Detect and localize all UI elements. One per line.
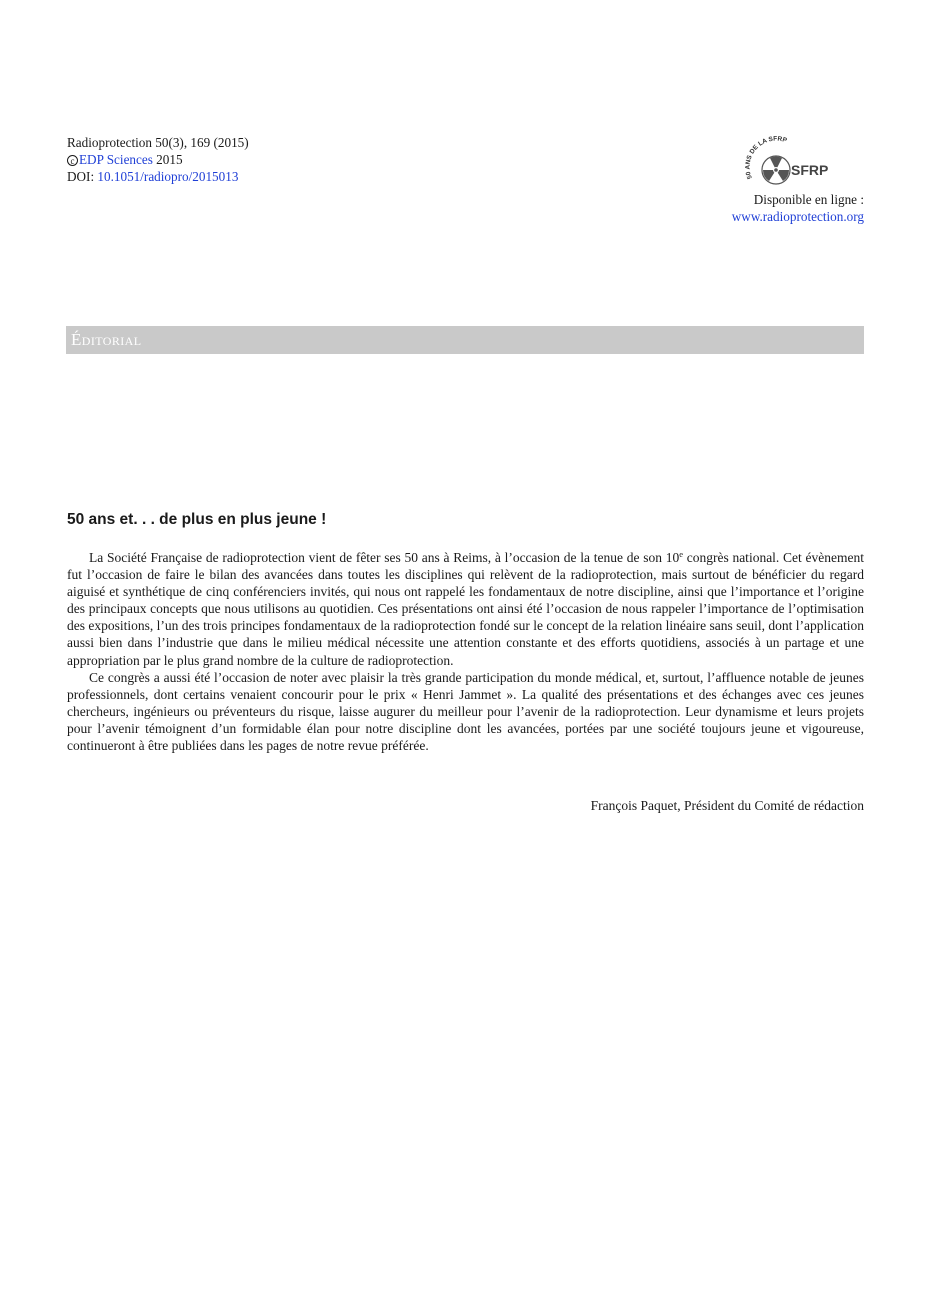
sfrp-logo xyxy=(738,136,850,192)
doi-line xyxy=(67,168,249,185)
author-signature: François Paquet, Président du Comité de rédaction xyxy=(590,798,864,813)
logo-arc-text: 50 ANS DE LA SFRP xyxy=(744,136,788,180)
logo-wordmark: SFRP xyxy=(791,162,829,178)
paragraph-2: Ce congrès a aussi été l’occasion de noter avec plaisir la très grande participation du monde médical, et, surtout, l’affluence notable de jeunes professionnels, dont certains venaient concourir pour le prix « Henri Jammet ». La qualité des présentations et des échanges avec ces jeunes chercheurs, ingénieurs ou préventeurs du risque, laisse augurer du meilleur pour l’avenir de la radioprotection. Leur dynamisme et leurs projets pour l’avenir témoignent d’un formidable élan pour notre discipline dont les avancées, portées par une société toujours jeune et vigoureuse, continueront à être publiées dans les pages de notre revue préférée. xyxy=(67,669,864,754)
paragraph-1 xyxy=(67,549,864,669)
sfrp-logo-icon xyxy=(738,136,850,192)
journal-citation: Radioprotection 50(3), 169 (2015) xyxy=(67,135,249,150)
ordinal-superscript: e xyxy=(679,549,683,559)
copyright-icon: c xyxy=(67,155,78,166)
publisher-link[interactable]: EDP Sciences xyxy=(79,152,153,167)
online-label: Disponible en ligne : xyxy=(753,192,864,207)
section-bar xyxy=(66,326,864,354)
online-availability xyxy=(732,191,864,225)
article-body xyxy=(67,549,864,754)
section-label: Éditorial xyxy=(71,330,142,349)
article-title: 50 ans et. . . de plus en plus jeune ! xyxy=(67,511,327,528)
citation-block xyxy=(67,134,249,185)
copyright-year: 2015 xyxy=(152,152,183,167)
paragraph-1-start: La Société Française de radioprotection vient de fêter ses 50 ans à Reims, à l’occasion de la tenue de son 10 xyxy=(89,550,680,565)
doi-link[interactable]: 10.1051/radiopro/2015013 xyxy=(97,169,239,184)
website-link[interactable]: www.radioprotection.org xyxy=(731,209,864,224)
doi-label: DOI: xyxy=(67,169,98,184)
trefoil-icon xyxy=(763,157,789,181)
paragraph-1-end: congrès national. Cet évènement fut l’occasion de faire le bilan des avancées dans toutes les disciplines qui relèvent de la radioprotection, mais surtout de bénéficier du regard aiguisé et synthétique de cinq conférenciers invités, qui nous ont rappelé les fondamentaux de notre discipline, ainsi que l’importance et l’origine des principaux concepts que nous utilisons au quotidien. Ces présentations ont ainsi été l’occasion de nous rappeler l’importance de l’optimisation des expositions, l’un des trois principes fondamentaux de la radioprotection fondé sur le concept de la relation linéaire sans seuil, dont l’application aussi bien dans l’industrie que dans le milieu médical nécessite une attention constante et des efforts quotidiens, associés à un partage et une appropriation par le plus grand nombre de la culture de radioprotection. xyxy=(67,550,865,668)
copyright-line xyxy=(67,151,249,168)
